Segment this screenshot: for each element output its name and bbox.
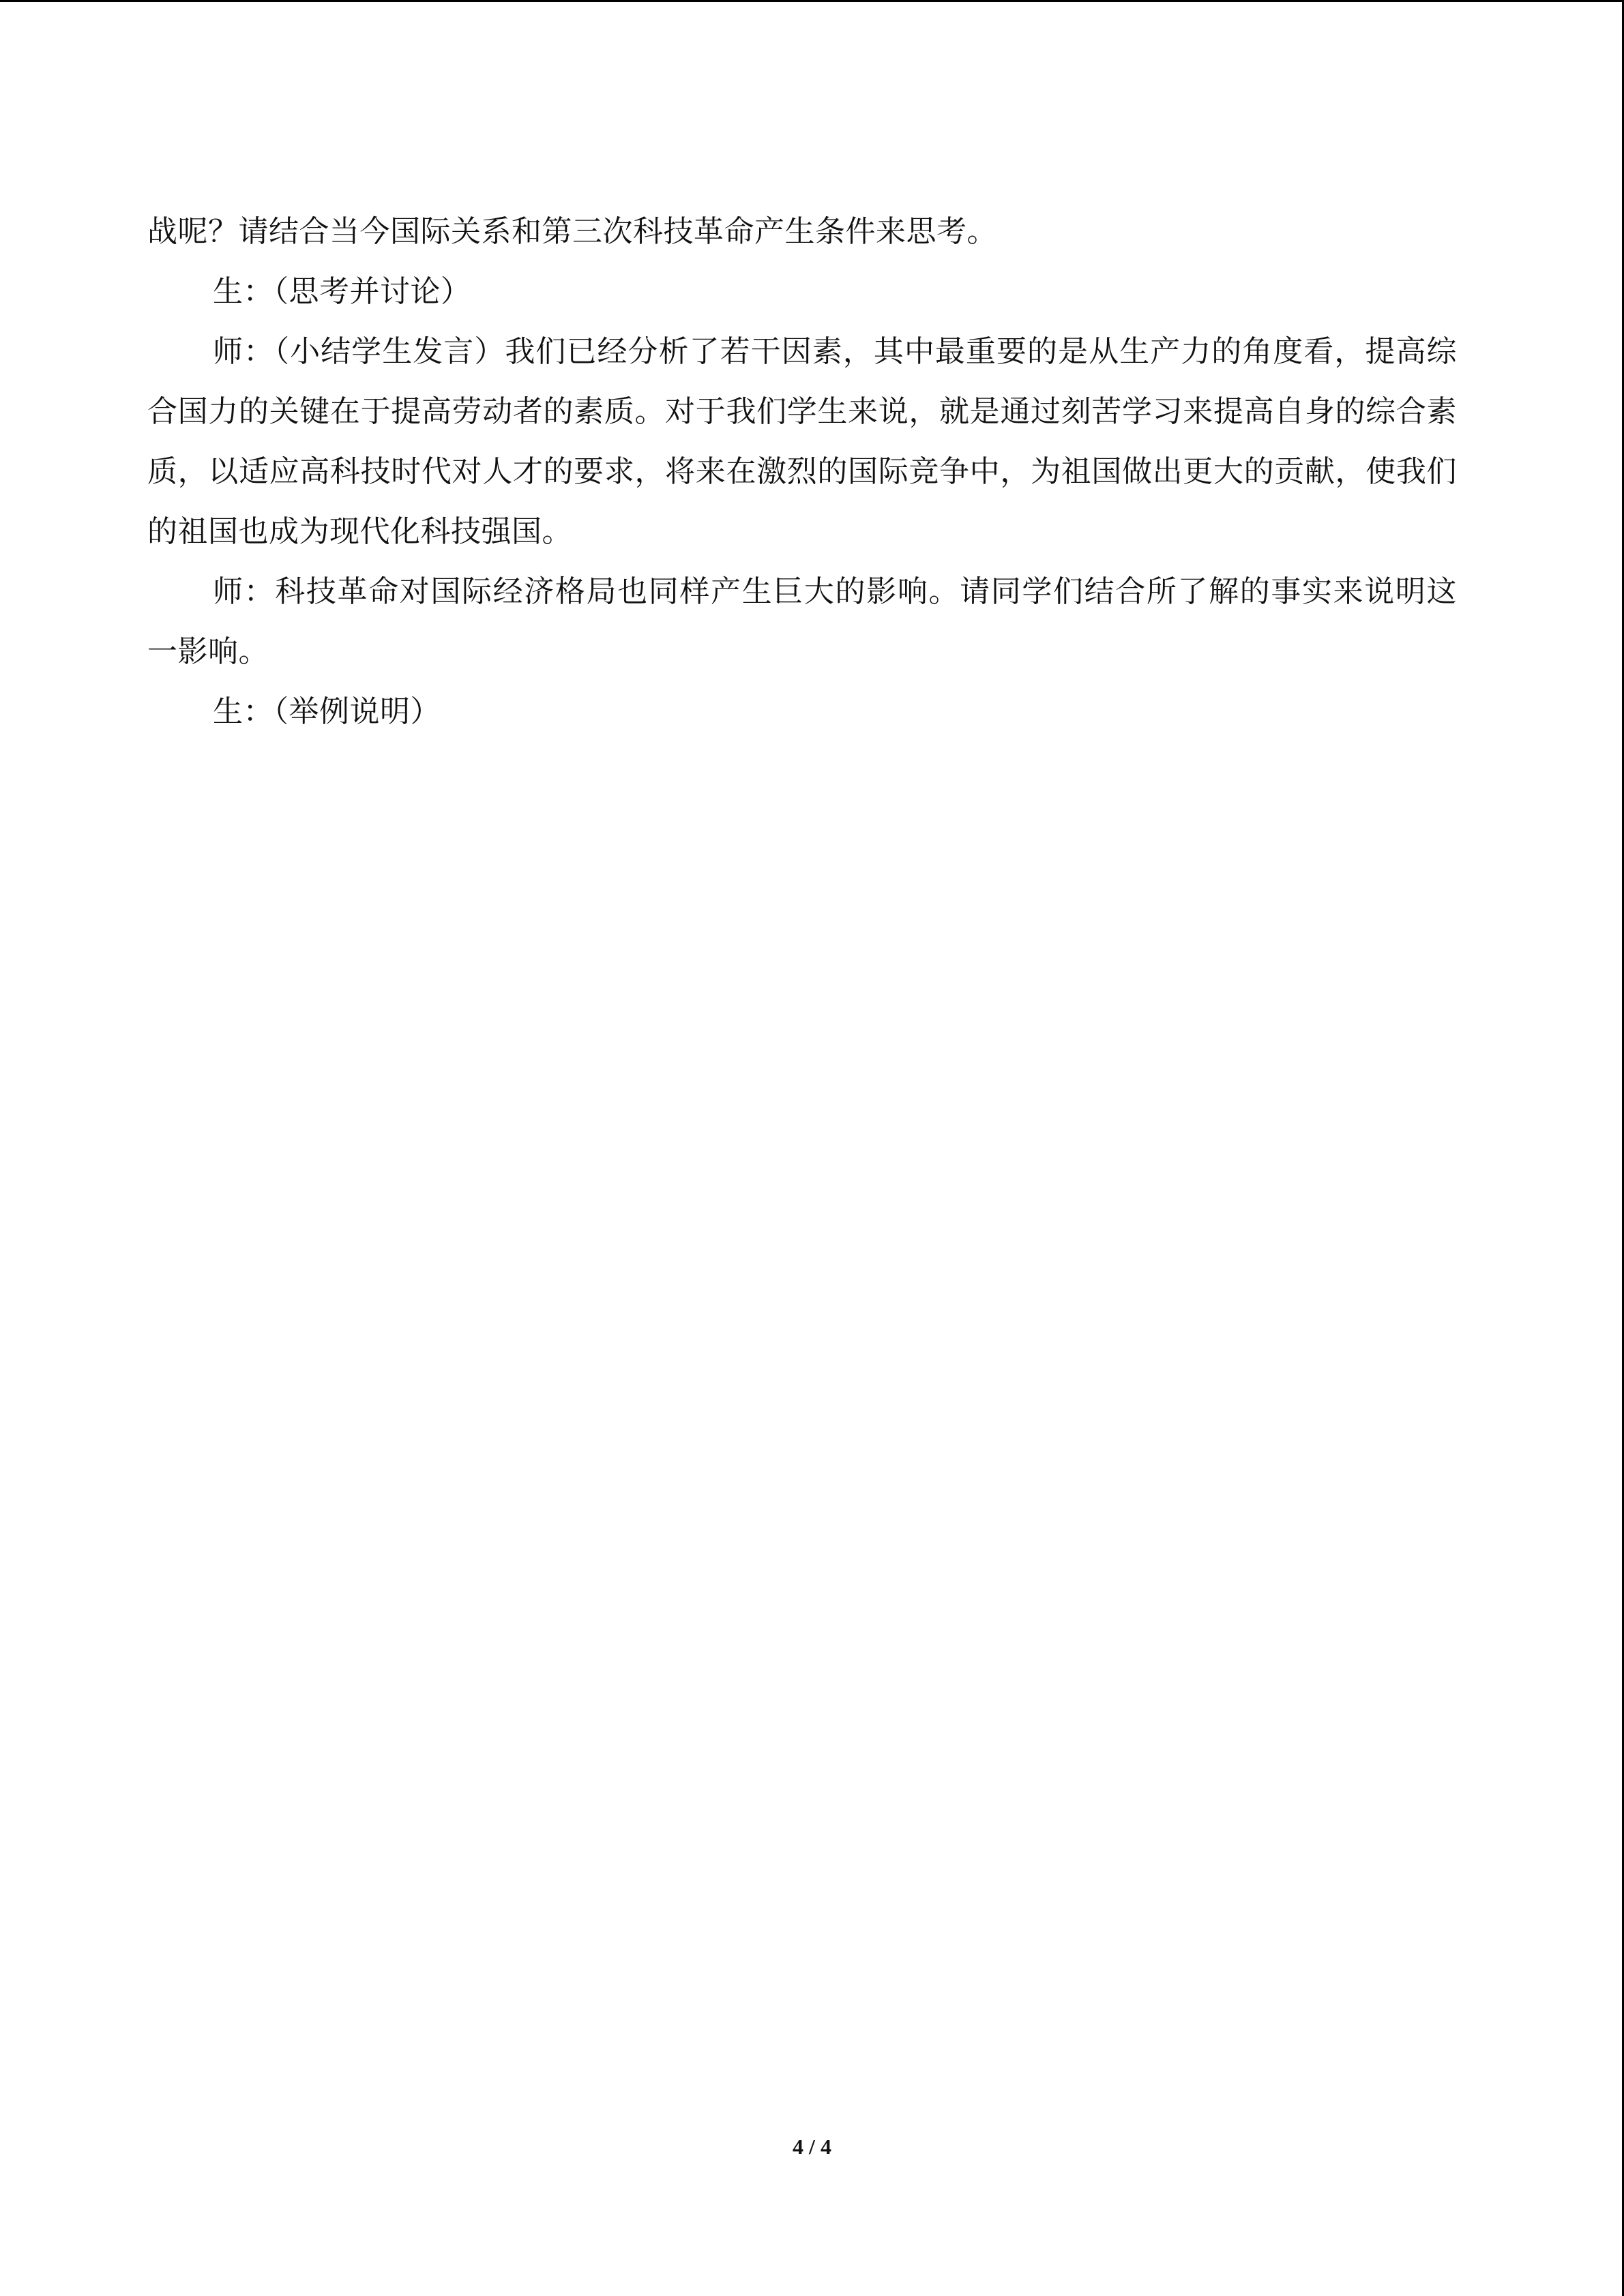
paragraph-student-discuss: 生：（思考并讨论） — [213, 274, 471, 309]
document-body — [147, 202, 1457, 742]
page-border-top — [0, 0, 1624, 2]
page-number: 4 / 4 — [793, 2134, 831, 2159]
paragraph-teacher-question: 师：科技革命对国际经济格局也同样产生巨大的影响。请同学们结合所了解的事实来说明这一影响。 — [147, 574, 1457, 669]
paragraph-teacher-summary: 师：（小结学生发言）我们已经分析了若干因素，其中最重要的是从生产力的角度看，提高综合国力的关键在于提高劳动者的素质。对于我们学生来说，就是通过刻苦学习来提高自身的综合素质，以适应高科技时代对人才的要求，将来在激烈的国际竞争中，为祖国做出更大的贡献，使我们的祖国也成为现代化科技强国。 — [147, 334, 1457, 549]
paragraph-student-examples: 生：（举例说明） — [213, 694, 441, 729]
paragraph-continuation: 战呢？请结合当今国际关系和第三次科技革命产生条件来思考。 — [147, 214, 997, 249]
